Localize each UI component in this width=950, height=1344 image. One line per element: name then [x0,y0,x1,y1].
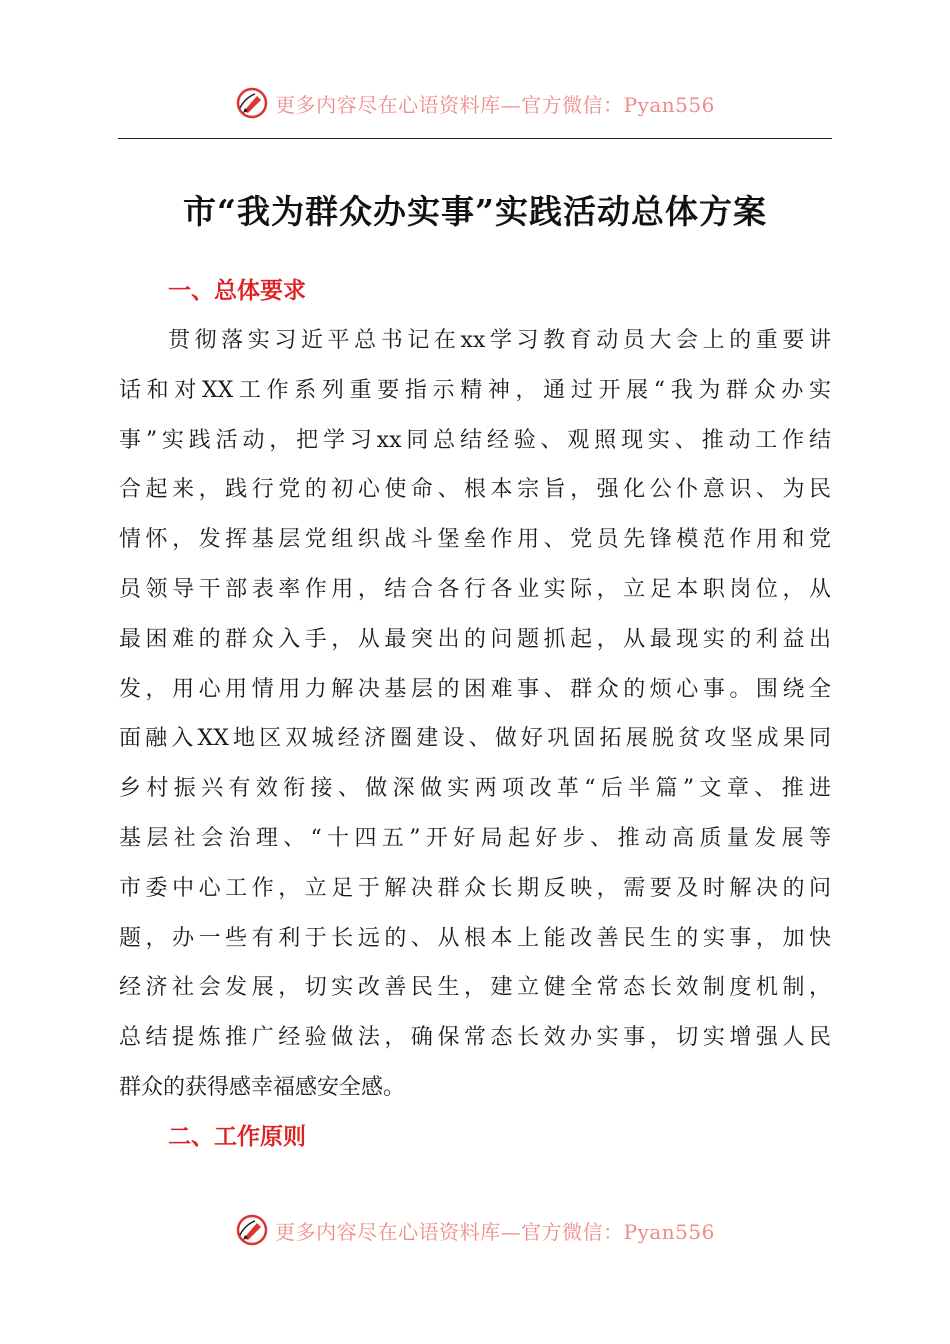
paragraph-line: 乡村振兴有效衔接、做深做实两项改革“后半篇”文章、推进 [119,776,831,802]
document-title: 市“我为群众办实事”实践活动总体方案 [183,192,767,231]
paragraph-line: 经济社会发展，切实改善民生，建立健全常态长效制度机制， [119,975,831,1001]
footer-banner [0,1205,950,1255]
footer-banner-text: 更多内容尽在心语资料库—官方微信：Pyan556 [275,1219,715,1244]
paragraph-line: 员领导干部表率作用，结合各行各业实际，立足本职岗位，从 [119,576,831,602]
paragraph-line: 事”实践活动，把学习xx同总结经验、观照现实、推动工作结 [119,427,831,453]
paragraph-line: 贯彻落实习近平总书记在xx学习教育动员大会上的重要讲 [168,328,831,353]
paragraph-line: 最困难的群众入手，从最突出的问题抓起，从最现实的利益出 [119,626,831,652]
paragraph-line: 话和对XX工作系列重要指示精神，通过开展“我为群众办实 [119,377,831,403]
paragraph-line: 总结提炼推广经验做法，确保常态长效办实事，切实增强人民 [119,1025,831,1051]
paragraph-line: 发，用心用情用力解决基层的困难事、群众的烦心事。围绕全 [119,676,831,702]
paragraph-line: 基层社会治理、“十四五”开好局起好步、推动高质量发展等 [119,825,831,851]
paragraph-line: 市委中心工作，立足于解决群众长期反映，需要及时解决的问 [119,875,831,901]
header-banner [0,78,950,128]
paragraph-line: 合起来，践行党的初心使命、根本宗旨，强化公仆意识、为民 [119,477,831,503]
pen-nib-icon [235,1213,269,1247]
header-divider [118,138,832,139]
paragraph-line: 题，办一些有利于长远的、从根本上能改善民生的实事，加快 [119,925,831,951]
paragraph-line: 群众的获得感幸福感安全感。 [119,1074,406,1100]
header-banner-text: 更多内容尽在心语资料库—官方微信：Pyan556 [275,92,715,117]
paragraph-line: 面融入XX地区双城经济圈建设、做好巩固拓展脱贫攻坚成果同 [119,726,831,752]
pen-nib-icon [235,86,269,120]
section-heading-1: 一、总体要求 [168,278,306,304]
section-heading-2: 二、工作原则 [168,1124,306,1150]
section-1-paragraph [119,316,831,1113]
paragraph-line: 情怀，发挥基层党组织战斗堡垒作用、党员先锋模范作用和党 [119,527,831,553]
